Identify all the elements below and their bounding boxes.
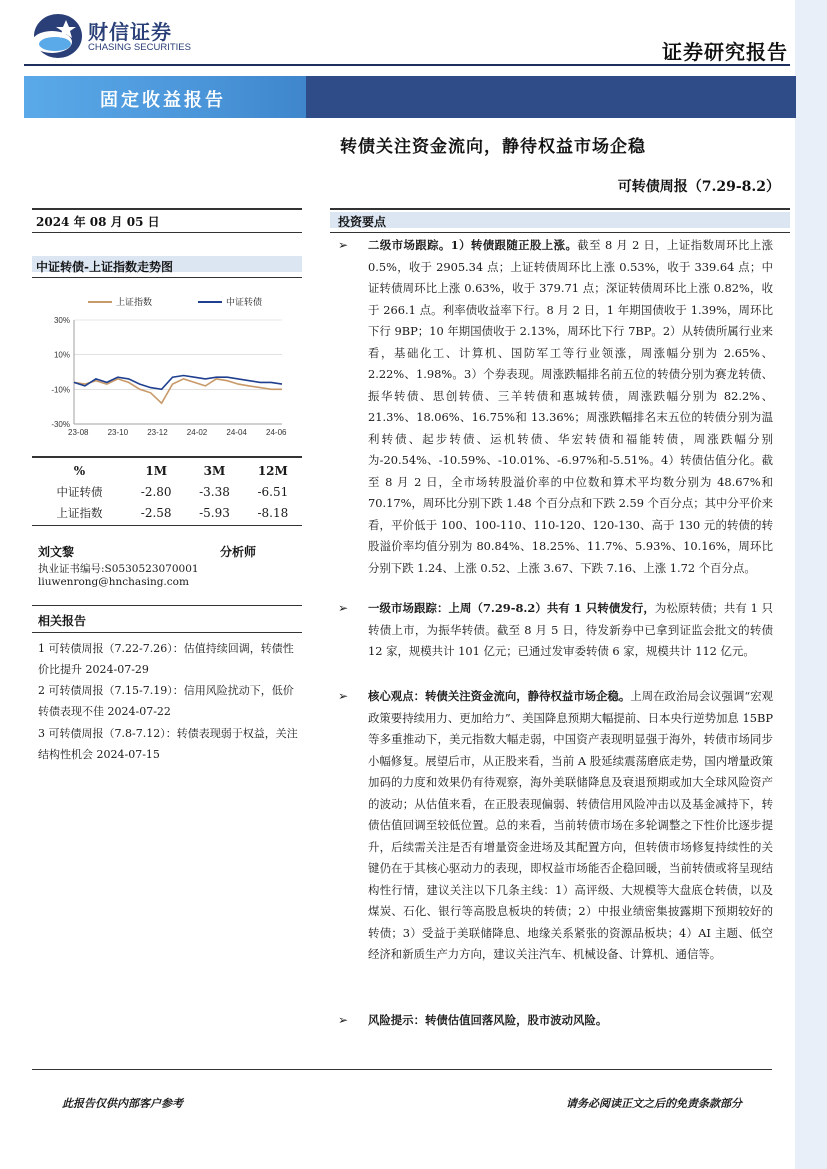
bullet-text: 上周在政治局会议强调“宏观政策要持续用力、更加给力”、美国降息预期大幅提前、日本央行逆势加息 15BP 等多重推动下，美元指数大幅走弱，中国资产表现明显强于海外，转债市场同步小幅修复。展望后市，从正股来看，当前 A 股延续震荡磨底走势，国内增量政策加码的力度和效果仍有待观察，海外美联储降息及衰退预期或加大全球风险资产的波动；从估值来看，在正股表现偏弱、转债信用风险冲击以及基金减持下，转债估值回调至较低位置。总的来看，当前转债市场在多轮调整之下性价比逐步提升，后续需关注是否有增量资金进场及其配置方向，但转债市场修复持续性的关键仍在于其核心驱动力的表现，即权益市场能否企稳回暖，当前转债或将呈现结构性行情，建议关注以下几条主线：1）高评级、大规模等大盘底仓转债，以及煤炭、石化、银行等高股息板块的转债；2）中报业绩密集披露期下预期较好的转债；3）受益于美联储降息、地缘关系紧张的资源品板块；4）AI 主题、低空经济和新质生产力方向，建议关注汽车、机械设备、计算机、通信等。 — [368, 689, 773, 961]
table-cell: 中证转债 — [56, 484, 103, 499]
bullet-lead: 风险提示：转债估值回落风险，股市波动风险。 — [368, 1013, 608, 1027]
related-divider — [32, 632, 302, 633]
chart-title: 中证转债-上证指数走势图 — [36, 260, 173, 274]
logo-english: CHASING SECURITIES — [88, 42, 191, 53]
table-cell: -6.51 — [257, 484, 289, 499]
table-cell: -3.38 — [199, 484, 230, 499]
bullet-secondary-market — [368, 235, 773, 579]
section-divider — [330, 232, 790, 233]
table-top-rule — [32, 456, 302, 458]
legend-label: 中证转债 — [226, 298, 263, 308]
bullet-arrow-icon: ➢ — [338, 1013, 349, 1027]
left-top-rule — [32, 208, 302, 210]
side-strip — [795, 0, 827, 1169]
chart-title-divider — [32, 277, 302, 278]
right-top-rule — [330, 208, 790, 210]
trend-chart — [32, 282, 302, 442]
report-type: 证券研究报告 — [662, 40, 788, 64]
footer-note: 此报告仅供内部客户参考 — [62, 1097, 183, 1110]
bullet-lead: 核心观点：转债关注资金流向，静待权益市场企稳。 — [368, 689, 631, 703]
y-tick-label: 30% — [53, 316, 70, 325]
section-title: 投资要点 — [338, 215, 387, 229]
date-divider — [32, 232, 302, 233]
table-header: 12M — [257, 463, 288, 478]
table-row — [32, 502, 302, 523]
x-tick-label: 23-08 — [68, 428, 89, 437]
analyst-name: 刘文黎 — [38, 545, 75, 559]
bullet-risk — [368, 1010, 773, 1032]
related-report[interactable]: 1 可转债周报（7.22-7.26）：估值持续回调，转债性价比提升 2024-07-29 — [38, 642, 294, 676]
analyst-role: 分析师 — [220, 545, 257, 559]
table-header: 3M — [203, 463, 226, 478]
bullet-arrow-icon: ➢ — [338, 238, 349, 252]
analyst-license: 执业证书编号:S0530523070001 — [38, 563, 199, 575]
related-title: 相关报告 — [38, 614, 87, 628]
x-tick-label: 24-04 — [226, 428, 247, 437]
related-report[interactable]: 3 可转债周报（7.8-7.12）：转债表现弱于权益，关注结构性机会 2024-07-15 — [38, 727, 298, 761]
table-row — [32, 481, 302, 502]
table-cell: -2.58 — [140, 505, 172, 520]
bullet-text: 截至 8 月 2 日，上证指数周环比上涨 0.5%，收于 2905.34 点；上证转债周环比上涨 0.53%，收于 339.64 点；中证转债周环比上涨 0.63%，收于 379.71 点；深证转债周环比上涨 0.82%，收于 266.1 点。利率债收益率下行。8 月 2 日，1 年期国债收于 1.39%，周环比下行 9BP；10 年期国债收于 2.13%，周环比下行 7BP。2）从转债所属行业来看，基础化工、计算机、国防军工等行业领涨，周涨幅分别为 2.65%、2.22%、1.98%。3）个券表现。周涨跌幅排名前五位的转债分别为赛龙转债、振华转债、思创转债、三羊转债和惠城转债，周涨跌幅分别为 82.2%、21.3%、18.06%、16.75%和 13.36%；周涨跌幅排名末五位的转债分别为温利转债、起步转债、运机转债、华宏转债和福能转债，周涨跌幅分别为-20.54%、-10.59%、-10.01%、-6.97%和-5.51%。4）转债估值分化。截至 8 月 2 日，全市场转股溢价率的中位数和算术平均数分别为 48.67%和 70.17%，周环比分别下跌 1.48 个百分点和下跌 2.59 个百分点；其中分平价来看，平价低于 100、100-110、110-120、120-130、高于 130 元的转债的转股溢价率均值分别为 80.84%、18.25%、11.7%、5.93%、10.16%，周环比分别下跌 1.24、上涨 0.52、上涨 3.67、下跌 7.16、上涨 1.72 个百分点。 — [368, 238, 773, 575]
bullet-primary-market — [368, 598, 773, 663]
footer-divider — [32, 1069, 772, 1070]
x-tick-label: 24-02 — [186, 428, 208, 437]
table-cell: -8.18 — [257, 505, 289, 520]
performance-table — [32, 460, 302, 523]
analyst-email[interactable]: liuwenrong@hnchasing.com — [38, 576, 189, 588]
header-divider — [24, 64, 790, 66]
table-cell: 上证指数 — [56, 505, 103, 520]
table-bottom-rule — [32, 525, 302, 526]
table-cell: -5.93 — [199, 505, 230, 520]
table-cell: -2.80 — [140, 484, 172, 499]
bullet-core-view — [368, 686, 773, 966]
related-report[interactable]: 2 可转债周报（7.15-7.19）：信用风险扰动下，低价转债表现不佳 2024-07-22 — [38, 684, 294, 718]
y-tick-label: -30% — [51, 420, 70, 429]
bullet-text: 为松原转债；共有 1 只转债上市，为振华转债。截至 8 月 5 日，待发新券中已拿到证监会批文的转债 12 家，规模共计 101 亿元；已通过发审委转债 6 家，规模共计 112 亿元。 — [368, 601, 773, 658]
logo-text: 财信证券 — [88, 20, 172, 44]
x-tick-label: 24-06 — [266, 428, 287, 437]
footer-disclaimer: 请务必阅读正文之后的免责条款部分 — [566, 1097, 742, 1110]
bullet-arrow-icon: ➢ — [338, 689, 349, 703]
y-tick-label: 10% — [53, 350, 70, 360]
company-logo-icon — [32, 12, 84, 60]
bullet-arrow-icon: ➢ — [338, 601, 349, 615]
banner-right — [306, 76, 796, 118]
x-tick-label: 23-10 — [107, 428, 129, 437]
section-title-bar — [330, 212, 790, 228]
banner-title: 固定收益报告 — [100, 90, 226, 111]
x-tick-label: 23-12 — [147, 428, 168, 437]
series-line — [74, 376, 282, 390]
bullet-lead: 一级市场跟踪：上周（7.29-8.2）共有 1 只转债发行， — [368, 601, 655, 615]
page-subtitle: 可转债周报（7.29-8.2） — [617, 179, 780, 195]
table-header: 1M — [145, 463, 167, 478]
table-header-row — [32, 460, 302, 481]
page-title: 转债关注资金流向，静待权益市场企稳 — [340, 137, 646, 157]
report-date: 2024 年 08 月 05 日 — [36, 215, 160, 229]
table-header: % — [73, 463, 86, 478]
related-top-rule — [32, 605, 302, 606]
bullet-lead: 二级市场跟踪。1）转债跟随正股上涨。 — [368, 238, 578, 252]
y-tick-label: -10% — [51, 385, 70, 395]
legend-label: 上证指数 — [116, 298, 153, 308]
